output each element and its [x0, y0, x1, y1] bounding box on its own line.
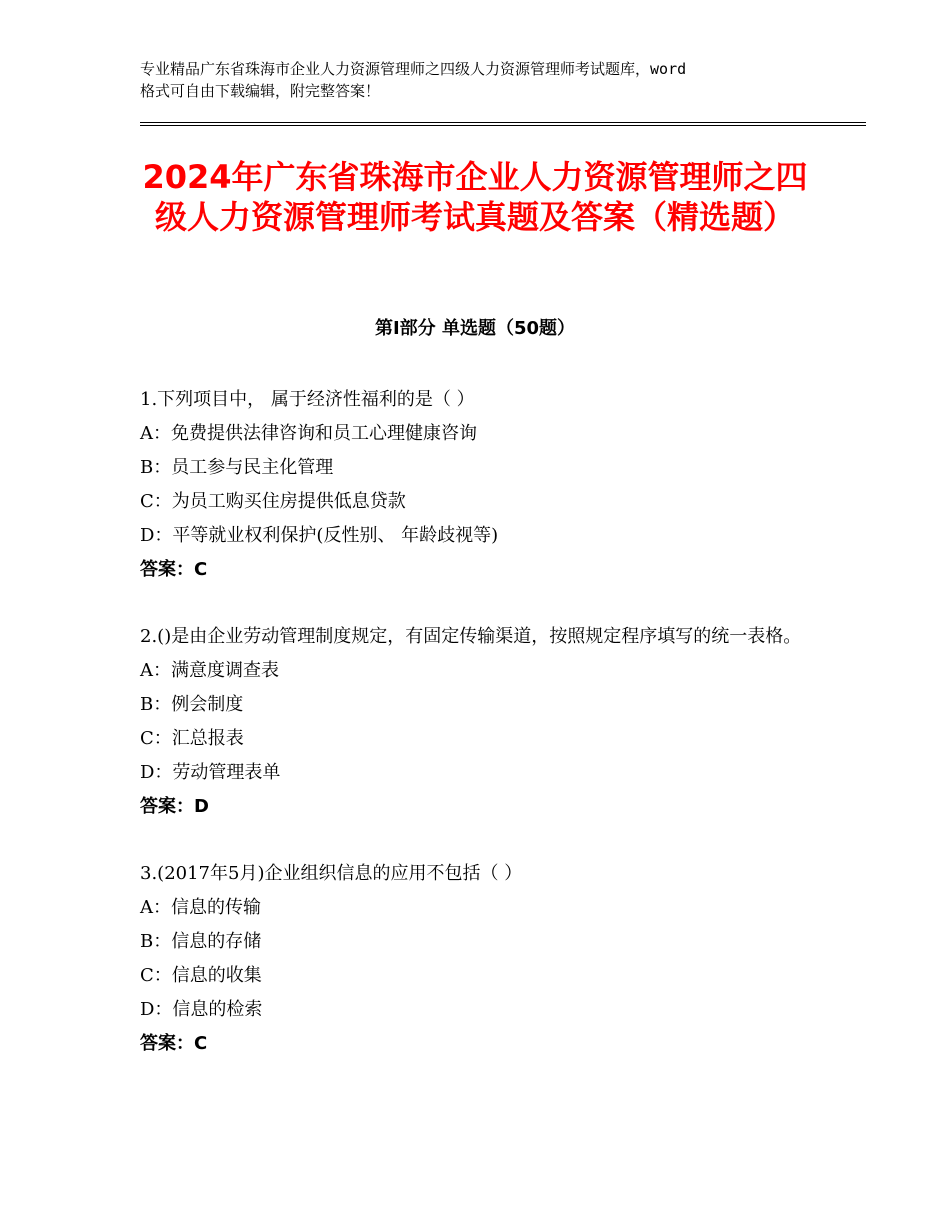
header-rule-top: [140, 122, 866, 123]
header-note-line-2: 格式可自由下载编辑，附完整答案！: [140, 82, 381, 100]
option-c: C：为员工购买住房提供低息贷款: [140, 491, 406, 512]
option-c: C：信息的收集: [140, 965, 262, 986]
question-stem: 3.(2017年5月)企业组织信息的应用不包括（ ）: [140, 863, 523, 884]
question-list: [140, 383, 810, 1094]
answer: 答案：C: [140, 559, 208, 580]
option-b: B：例会制度: [140, 694, 244, 715]
option-b: B：员工参与民主化管理: [140, 457, 334, 478]
option-d: D：信息的检索: [140, 999, 263, 1020]
header-note-line-1: 专业精品广东省珠海市企业人力资源管理师之四级人力资源管理师考试题库，word: [140, 60, 687, 78]
question-stem: 2.()是由企业劳动管理制度规定，有固定传输渠道，按照规定程序填写的统一表格。: [140, 626, 802, 647]
header-rule-bottom: [140, 125, 866, 126]
option-a: A：满意度调查表: [140, 660, 279, 681]
option-a: A：免费提供法律咨询和员工心理健康咨询: [140, 423, 477, 444]
question-3: [140, 857, 810, 1061]
question-1: [140, 383, 810, 587]
option-b: B：信息的存储: [140, 931, 262, 952]
answer: 答案：C: [140, 1033, 208, 1054]
option-d: D：劳动管理表单: [140, 762, 281, 783]
answer: 答案：D: [140, 796, 209, 817]
question-2: [140, 620, 810, 824]
option-d: D：平等就业权利保护(反性别、 年龄歧视等): [140, 525, 499, 546]
header-note: [140, 58, 840, 102]
question-stem: 1.下列项目中， 属于经济性福利的是（ ）: [140, 389, 475, 410]
option-a: A：信息的传输: [140, 897, 261, 918]
option-c: C：汇总报表: [140, 728, 244, 749]
section-title: 第Ⅰ部分 单选题（50题）: [374, 318, 575, 339]
document-title: 2024年广东省珠海市企业人力资源管理师之四级人力资源管理师考试真题及答案（精选题）: [142, 158, 808, 236]
